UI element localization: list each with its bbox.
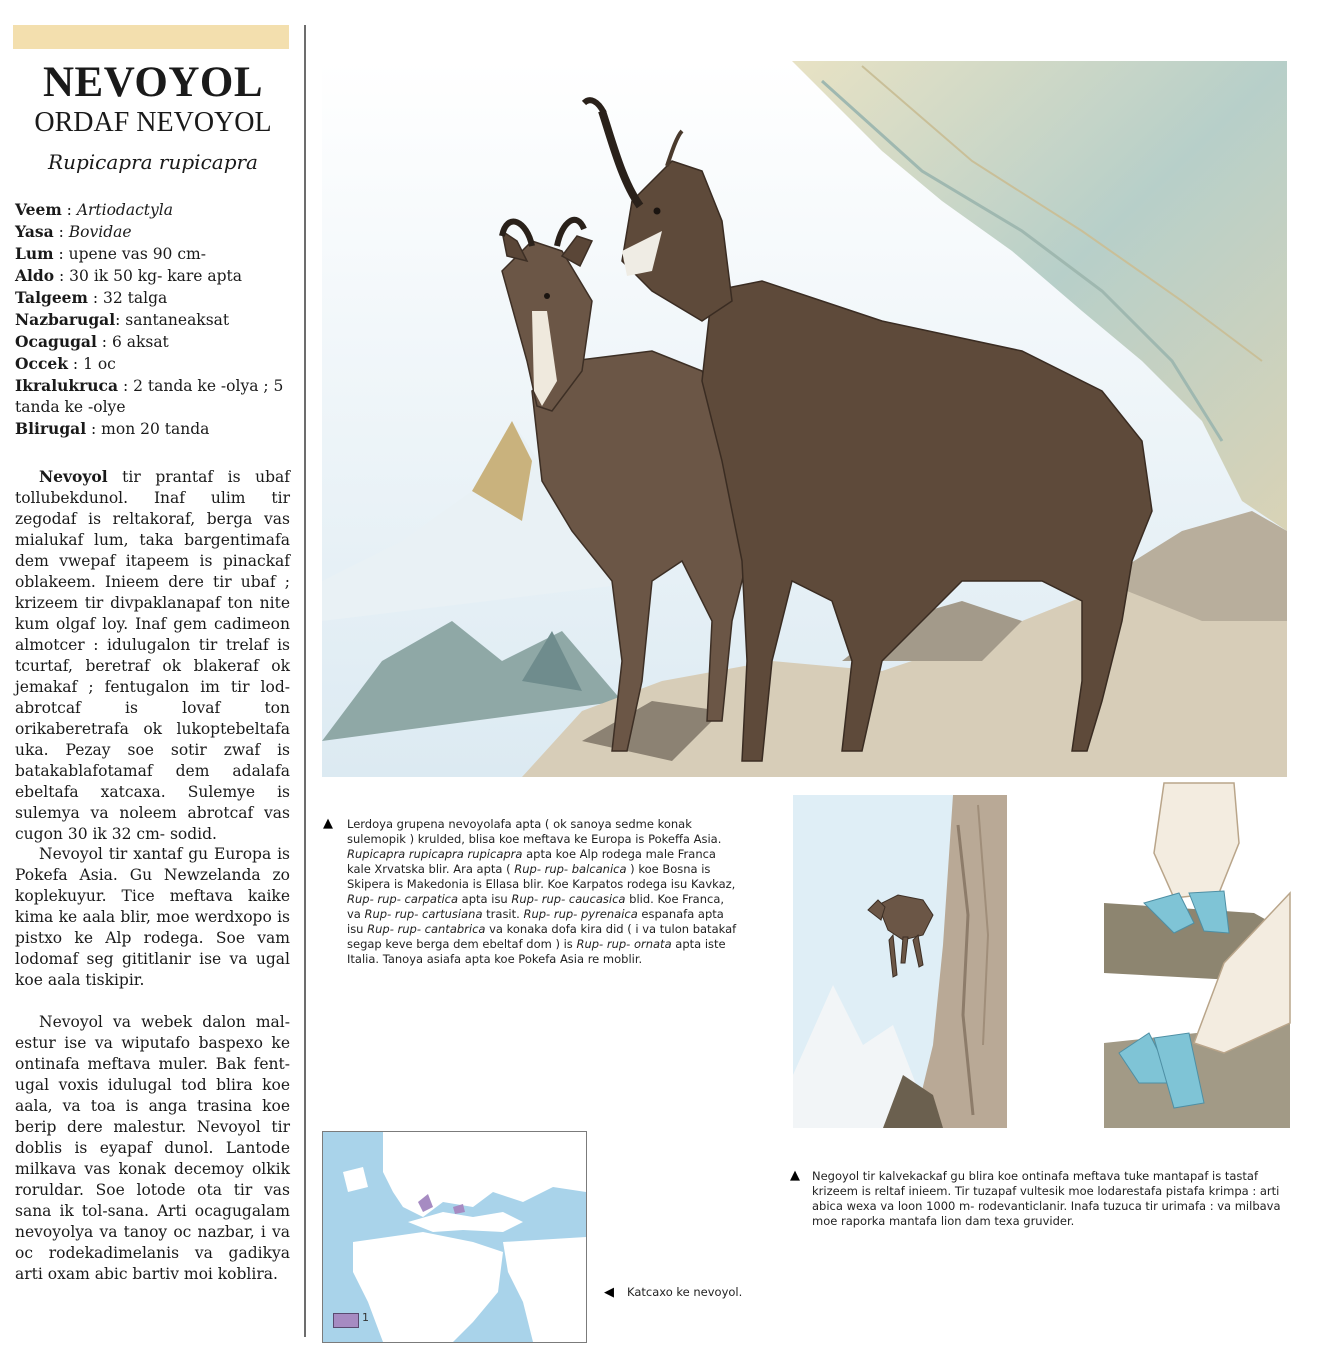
- fact-separator: :: [115, 311, 126, 329]
- fact-value: Bovidae: [68, 223, 132, 241]
- caption-latin-name: Rup- rup- cartusiana: [364, 907, 483, 921]
- fact-row: [15, 353, 290, 375]
- fact-separator: :: [96, 333, 112, 351]
- scientific-name: Rupicapra rupicapra: [48, 150, 258, 174]
- caption-text: espanafa apta isu: [347, 907, 724, 936]
- caption-latin-name: Rup- rup- balcanica: [514, 862, 627, 876]
- fact-label: Veem: [15, 200, 62, 219]
- caption-text: Lerdoya grupena nevoyolafa apta ( ok sanoya sedme konak sulemopik ) krulded, blisa koe meftava ke Europa is Pokeffa Asia.: [347, 817, 722, 846]
- map-legend-number: 1: [362, 1311, 369, 1324]
- fact-label: Lum: [15, 244, 54, 263]
- fact-row: [15, 287, 290, 309]
- distribution-map: [322, 1131, 587, 1343]
- column-divider: [304, 25, 306, 1337]
- caption-latin-name: Rup- rup- pyrenaica: [523, 907, 638, 921]
- fact-value: Artiodactyla: [76, 201, 173, 219]
- fact-row: [15, 221, 290, 243]
- body-paragraph-3-text: Nevoyol va webek dalon mal-estur ise va wiputafo baspexo ke ontinafa meftava muler. Bak fent-ugal voxis idulugal tod blira koe aala, va toa is anga trasina koe berip dere malestur. Nevoyol tir doblis is eyapaf dunol. Lantode milkava vas konak decemoy olkik roruldar. Soe lotode ota tir vas sana ik tol-sana. Arti ocagugalam nevoyolya va tanoy oc nazbar, i va oc rodekadimelanis va gadikya arti oxam abic bartiv moi koblira.: [15, 1013, 290, 1283]
- caption-latin-name: Rup- rup- caucasica: [511, 892, 626, 906]
- chamois-illustration-svg: [322, 61, 1287, 777]
- body-paragraph-1-text: tir prantaf is ubaf tollubekdunol. Inaf ulim tir zegodaf is reltakoraf, berga vas mialukaf lum, taka bargentimafa dem vwepaf itapeem is pinackaf oblakeem. Inieem dere tir ubaf ; krizeem tir divpaklanapaf ton nite kum olgaf loy. Inaf gem cadimeon almotcer : idulugalon tir trelaf is tcurtaf, beretraf ok blakeraf ok jemakaf ; fentugalon im tir lod-abrotcaf is lovaf ton orikaberetrafa ok lukoptebeltafa uka. Pezay soe sotir zwaf is batakablafotamaf dem adalafa ebeltafa xatcaxa. Sulemye is sulemya va noleem abrotcaf vas cugon 30 ik 32 cm- sodid.: [15, 468, 290, 843]
- fact-row: [15, 418, 290, 440]
- leaping-chamois-svg: [793, 795, 1007, 1128]
- caption-text: blid. Koe Franca, va: [347, 892, 725, 921]
- leaping-chamois-illustration: [793, 795, 1007, 1128]
- chamois-illustration: [322, 61, 1287, 777]
- fact-value: upene vas 90 cm-: [68, 245, 206, 263]
- fact-label: Ocagugal: [15, 332, 97, 351]
- fact-label: Blirugal: [15, 419, 87, 438]
- fact-label: Talgeem: [15, 288, 88, 307]
- fact-label: Aldo: [15, 266, 55, 285]
- caption-pointer-up-icon: ▲: [323, 816, 333, 831]
- fact-row: [15, 199, 290, 221]
- caption-latin-name: Rup- rup- carpatica: [347, 892, 459, 906]
- fact-separator: :: [86, 420, 102, 438]
- caption-latin-name: Rup- rup- cantabrica: [367, 922, 486, 936]
- fact-separator: :: [67, 355, 84, 373]
- caption-pointer-left-icon: ◀: [604, 1285, 614, 1300]
- fact-value: 30 ik 50 kg- kare apta: [69, 267, 243, 285]
- hooves-illustration: [1104, 783, 1290, 1128]
- caption-text: ) koe Bosna is Skipera is Makedonia is Ellasa blir. Koe Karpatos rodega isu Kavkaz,: [347, 862, 736, 891]
- body-paragraph-2-text: Nevoyol tir xantaf gu Europa is Pokefa Asia. Gu Newzelanda zo koplekuyur. Tice meftava kaike kima ke aala blir, moe werdxopo is pistxo ke Alp rodega. Soe vam lodomaf seg gititlanir ise va ugal koe aala tiskipir.: [15, 845, 290, 989]
- fact-sheet: [15, 199, 290, 440]
- fact-label: Yasa: [15, 222, 54, 241]
- page-title: NEVOYOL: [42, 59, 264, 106]
- caption-text: apta iste Italia. Tanoya asiafa apta koe Pokefa Asia re moblir.: [347, 937, 726, 966]
- fact-separator: :: [53, 245, 69, 263]
- fact-separator: :: [54, 267, 70, 285]
- caption-pointer-up-icon: ▲: [790, 1168, 800, 1183]
- fact-row: [15, 331, 290, 353]
- map-legend-swatch: [333, 1313, 359, 1328]
- fact-row: [15, 265, 290, 287]
- fact-value: 1 oc: [83, 355, 116, 373]
- fact-row: [15, 309, 290, 331]
- fact-row: [15, 375, 290, 418]
- caption-text: apta koe Alp rodega male Franca kale Xrvatska blir. Ara apta (: [347, 847, 716, 876]
- body-paragraph-2: [15, 844, 290, 994]
- page-subtitle: ORDAF NEVOYOL: [34, 107, 272, 138]
- caption-hooves: Negoyol tir kalvekackaf gu blira koe ontinafa meftava tuke mantapaf is tastaf krizeem is reltaf inieem. Tir tuzapaf vultesik moe lodarestafa pistafa krimpa : arti abica wexa va loon 1000 m- rodevanticlanir. Inafa tuzuca tir urimafa : va milbava moe raporka mantafa lion dam texa gruvider.: [812, 1169, 1281, 1228]
- body-lead-word: Nevoyol: [39, 467, 108, 486]
- fact-value: santaneaksat: [125, 311, 230, 329]
- caption-map: Katcaxo ke nevoyol.: [627, 1285, 743, 1299]
- fact-separator: :: [118, 377, 134, 395]
- body-paragraph-1: [15, 466, 290, 843]
- caption-text: apta isu: [458, 892, 512, 906]
- body-paragraph-3: [15, 1012, 290, 1292]
- caption-text: trasit.: [482, 907, 524, 921]
- caption-latin-name: Rupicapra rupicapra rupicapra: [347, 847, 523, 861]
- fact-row: [15, 243, 290, 265]
- top-color-bar: [13, 25, 289, 49]
- fact-value: 32 talga: [103, 289, 168, 307]
- hooves-svg: [1104, 783, 1290, 1128]
- fact-separator: :: [53, 223, 69, 241]
- fact-value: 2 tanda ke -olya ; 5 tanda ke -olye: [15, 377, 284, 416]
- fact-label: Nazbarugal: [15, 310, 116, 329]
- fact-value: mon 20 tanda: [101, 420, 210, 438]
- fact-separator: :: [61, 201, 77, 219]
- fact-value: 6 aksat: [111, 333, 169, 351]
- fact-separator: :: [87, 289, 104, 307]
- fact-label: Occek: [15, 354, 68, 373]
- caption-text: va konaka dofa kira did ( i va tulon batakaf segap keve berga dem ebeltaf dom ) is: [347, 922, 737, 951]
- caption-latin-name: Rup- rup- ornata: [576, 937, 672, 951]
- caption-subspecies: [347, 817, 737, 967]
- fact-label: Ikralukruca: [15, 376, 119, 395]
